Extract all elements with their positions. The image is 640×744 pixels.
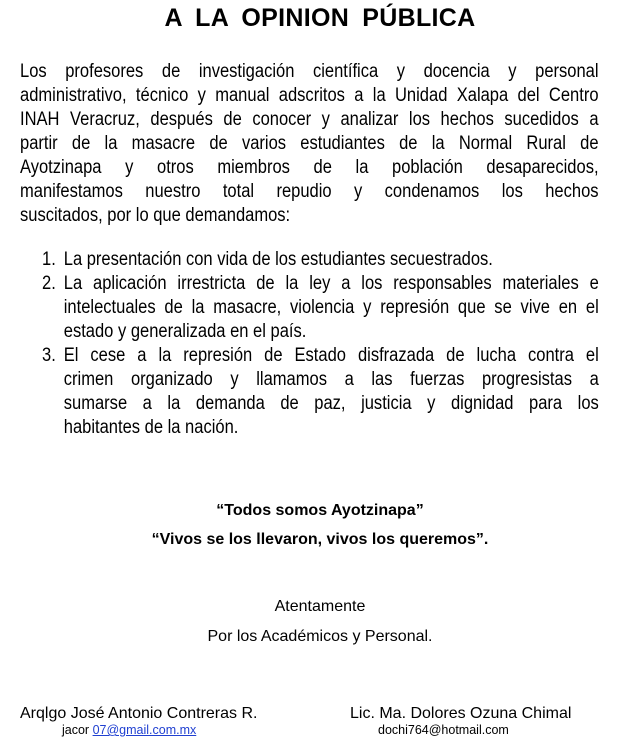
closing bbox=[0, 592, 640, 652]
intro-line: suscitados, por lo que demandamos: bbox=[20, 205, 291, 226]
demands-list bbox=[42, 248, 599, 440]
intro-line: INAH Veracruz, después de conocer y analizar los hechos sucedidos a bbox=[20, 109, 599, 130]
demand-line: El cese a la represión de Estado disfrazada de lucha contra el bbox=[63, 345, 599, 366]
demand-line: estado y generalizada en el país. bbox=[63, 321, 307, 342]
slogan: “Vivos se los llevaron, vivos los queremos”. bbox=[151, 531, 489, 548]
slogans bbox=[0, 496, 640, 554]
signatory-name: Lic. Ma. Dolores Ozuna Chimal bbox=[350, 705, 572, 722]
demand-item bbox=[42, 248, 599, 272]
intro-line: Los profesores de investigación científica y docencia y personal bbox=[20, 61, 599, 82]
signatory-left bbox=[20, 704, 257, 737]
intro-line: Ayotzinapa y otros miembros de la población desaparecidos, bbox=[20, 157, 599, 178]
demand-line: sumarse a la demanda de paz, justicia y dignidad para los bbox=[63, 393, 599, 414]
email-link[interactable]: 07@gmail.com.mx bbox=[92, 723, 197, 737]
intro-paragraph bbox=[20, 60, 599, 228]
demand-number: 1. bbox=[42, 249, 56, 270]
email-prefix: jacor bbox=[62, 723, 93, 737]
intro-line: partir de la masacre de varios estudiantes de la Normal Rural de bbox=[20, 133, 599, 154]
demand-line: crimen organizado y llamamos a las fuerzas progresistas a bbox=[63, 369, 599, 390]
intro-line: manifestamos nuestro total repudio y condenamos los hechos bbox=[20, 181, 599, 202]
demand-line: La presentación con vida de los estudiantes secuestrados. bbox=[63, 249, 493, 270]
demand-number: 2. bbox=[42, 273, 56, 294]
demand-line: intelectuales de la masacre, violencia y represión que se vive en el bbox=[63, 297, 599, 318]
signatory-email bbox=[350, 723, 571, 737]
signatory-email bbox=[20, 723, 257, 737]
demand-line: habitantes de la nación. bbox=[63, 417, 239, 438]
page-title: A LA OPINION PÚBLICA bbox=[164, 4, 476, 32]
slogan: “Todos somos Ayotzinapa” bbox=[216, 502, 424, 519]
signatory-right bbox=[350, 704, 571, 737]
demand-item bbox=[42, 344, 599, 440]
signatory-name: Arqlgo José Antonio Contreras R. bbox=[20, 705, 258, 722]
demand-line: La aplicación irrestricta de la ley a los responsables materiales e bbox=[63, 273, 599, 294]
intro-line: administrativo, técnico y manual adscritos a la Unidad Xalapa del Centro bbox=[20, 85, 599, 106]
demand-number: 3. bbox=[42, 345, 56, 366]
email-text: dochi764@hotmail.com bbox=[378, 723, 509, 737]
closing-signed-by: Por los Académicos y Personal. bbox=[207, 628, 433, 645]
closing-salutation: Atentamente bbox=[274, 598, 366, 615]
demand-item bbox=[42, 272, 599, 344]
